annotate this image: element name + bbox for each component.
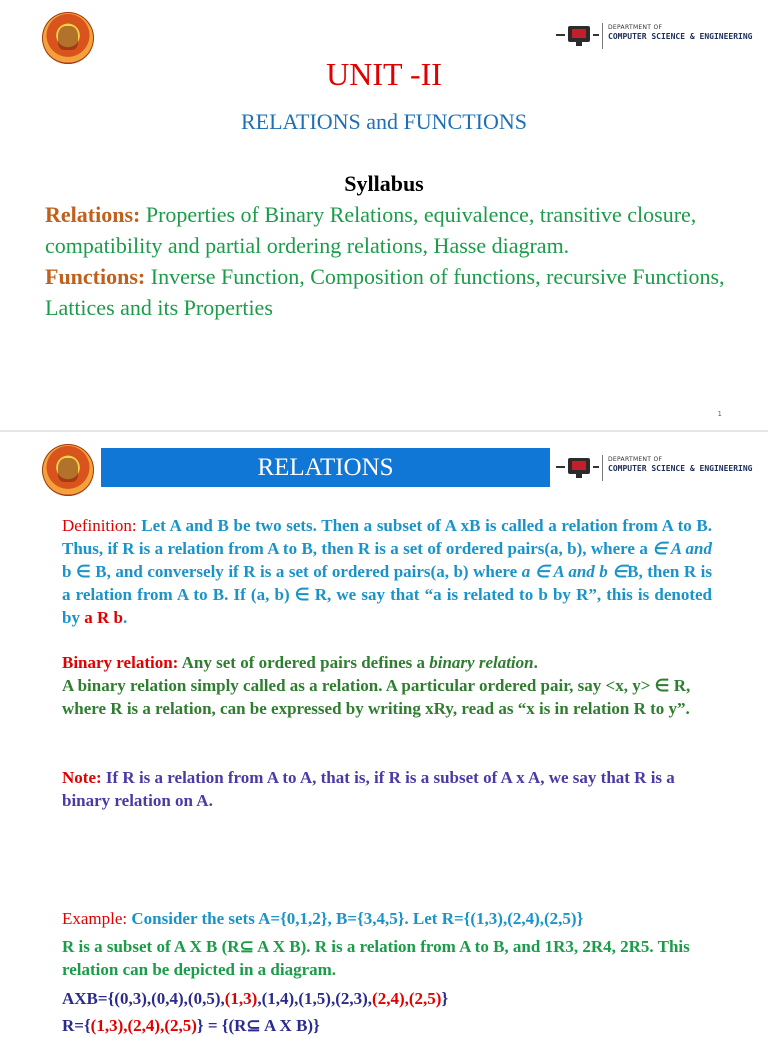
definition-text-4: a ∈ A and b ∈ xyxy=(521,562,628,581)
example-line2 xyxy=(62,935,712,981)
binary-text-1: Any set of ordered pairs defines a xyxy=(178,653,430,672)
r-set-line xyxy=(62,1014,712,1037)
relations-text: Properties of Binary Relations, equivalence, transitive closure, compatibility and partial ordering relations, Hasse diagram. xyxy=(45,202,697,258)
monitor-icon xyxy=(568,26,590,42)
dept-line2: COMPUTER SCIENCE & ENGINEERING xyxy=(608,464,753,473)
note-paragraph xyxy=(62,766,712,812)
definition-arb: a R b xyxy=(84,608,123,627)
axb-mid: ,(1,4),(1,5),(2,3), xyxy=(257,989,373,1008)
definition-text-2: ∈ A and xyxy=(652,539,712,558)
functions-label: Functions: xyxy=(45,264,146,289)
slide-unit-title xyxy=(0,0,768,432)
definition-label: Definition: xyxy=(62,516,137,535)
college-seal-logo xyxy=(42,444,94,496)
unit-title: UNIT -II xyxy=(326,56,442,92)
definition-text-1: Let A and B be two sets. Then a subset of A xB is called a relation from A to B. Thus, if R is a relation from A to B, then R is a set of ordered pairs(a, b), where a xyxy=(62,516,712,558)
r-set-red: (1,3),(2,4),(2,5) xyxy=(90,1016,197,1035)
syllabus-relations xyxy=(45,199,765,261)
example-paragraph xyxy=(62,907,712,930)
definition-dot: . xyxy=(122,608,128,627)
syllabus-functions xyxy=(45,261,765,323)
example-text: Consider the sets A={0,1,2}, B={3,4,5}. Let R={(1,3),(2,4),(2,5)} xyxy=(127,909,584,928)
relations-banner: RELATIONS xyxy=(101,448,550,487)
monitor-icon xyxy=(568,458,590,474)
r-set-suffix: } = {(R⊆ A X B)} xyxy=(196,1016,320,1035)
unit-subtitle: RELATIONS and FUNCTIONS xyxy=(241,109,527,134)
example-label: Example: xyxy=(62,909,128,928)
relations-label: Relations: xyxy=(45,202,141,227)
definition-paragraph xyxy=(62,514,712,629)
binary-text-3: . xyxy=(533,653,538,672)
axb-red-2: (2,4),(2,5) xyxy=(372,989,442,1008)
axb-suffix: } xyxy=(441,989,449,1008)
page-number: 1 xyxy=(717,410,722,418)
slide-relations xyxy=(0,432,768,1035)
binary-text-4: A binary relation simply called as a relation. A particular ordered pair, say <x, y> ∈ R, where R is a relation, can be expressed by writing xRy, read as “x is in relation R to y”. xyxy=(62,676,691,718)
binary-relation-paragraph xyxy=(62,651,712,720)
example-line2-text: R is a subset of A X B (R⊆ A X B). R is a relation from A to B, and 1R3, 2R4, 2R5. This relation can be depicted in a diagram. xyxy=(62,937,690,979)
functions-text: Inverse Function, Composition of functions, recursive Functions, Lattices and its Properties xyxy=(45,264,725,320)
definition-text-5: B, then R is a relation from A to B. If (a, b) ∈ R, we say that “a is related to b by R”, this is denoted by xyxy=(62,562,712,627)
syllabus-heading: Syllabus xyxy=(344,171,424,196)
r-set-prefix: R={ xyxy=(62,1016,91,1035)
axb-red-1: (1,3) xyxy=(224,989,258,1008)
dept-line1: DEPARTMENT OF xyxy=(608,456,663,463)
note-text: If R is a relation from A to A, that is, if R is a subset of A x A, we say that R is a binary relation on A. xyxy=(62,768,675,810)
axb-line xyxy=(62,987,712,1010)
dept-line1: DEPARTMENT OF xyxy=(608,24,663,31)
dept-line2: COMPUTER SCIENCE & ENGINEERING xyxy=(608,32,753,41)
binary-text-2: binary relation xyxy=(429,653,534,672)
note-label: Note: xyxy=(62,768,102,787)
axb-prefix: AXB={(0,3),(0,4),(0,5), xyxy=(62,989,225,1008)
binary-label: Binary relation: xyxy=(62,653,179,672)
definition-text-3: b ∈ B, and conversely if R is a set of ordered pairs(a, b) where xyxy=(62,562,522,581)
